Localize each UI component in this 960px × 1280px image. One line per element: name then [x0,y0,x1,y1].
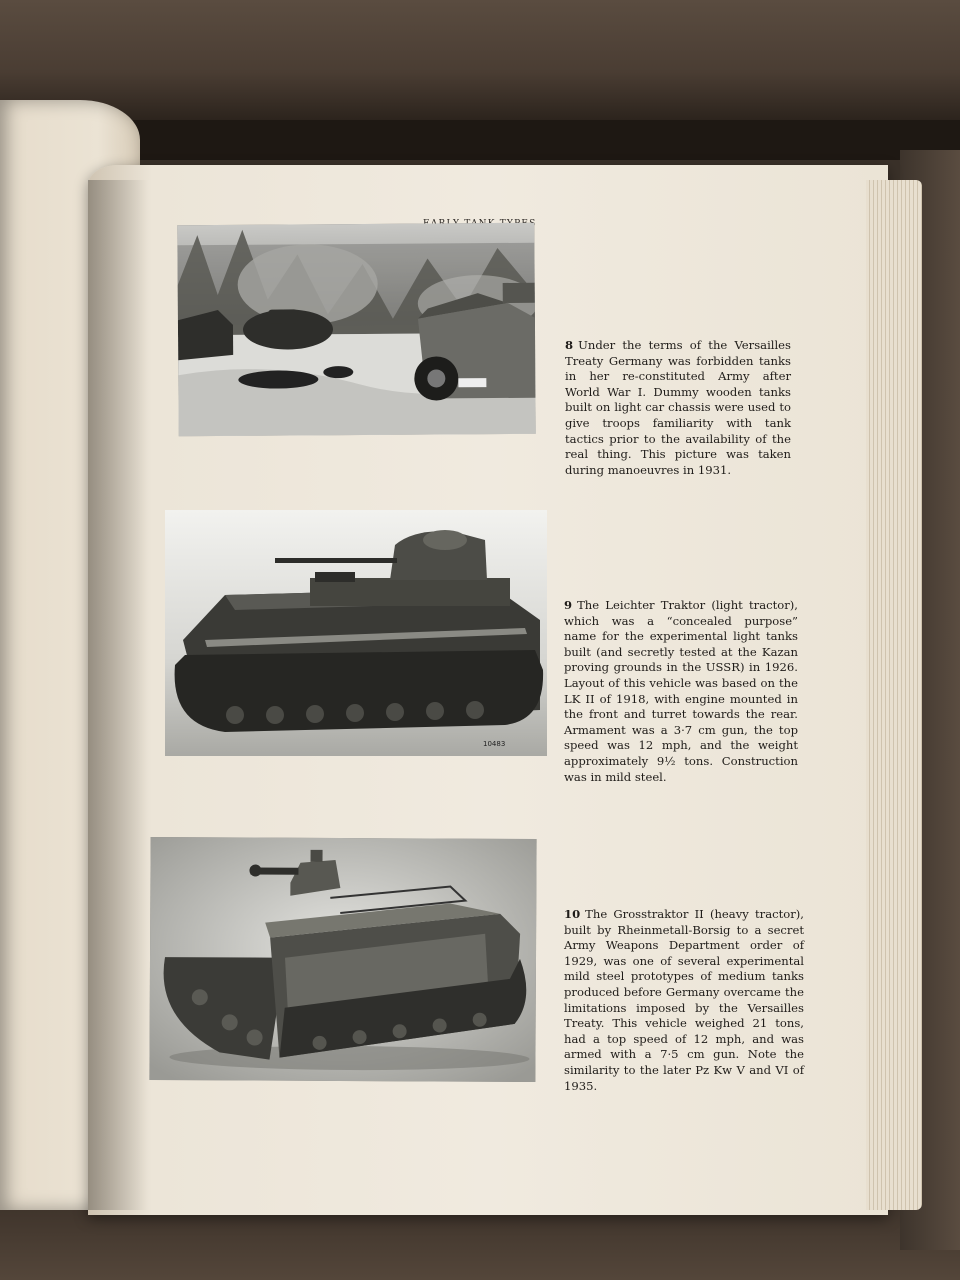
caption-figure-10 [564,907,804,1094]
caption-figure-9 [564,598,798,785]
book-gutter-shadow [88,180,148,1210]
figure-number: 10 [564,907,581,921]
wood-table-top [0,0,960,120]
photo-leichter-traktor [165,510,547,756]
caption-text: The Grosstraktor II (heavy tractor), built by Rheinmetall-Borsig to a secret Army Weapons Department order of 1929, was one of several experimental mild steel prototypes of medium tanks produced before Germany overcame the limitations imposed by the Versailles Treaty. This vehicle weighed 21 tons, had a top speed of 12 mph, and was armed with a 7·5 cm gun. Note the similarity to the later Pz Kw V and VI of 1935. [564,907,804,1093]
caption-text: Under the terms of the Versailles Treaty Germany was forbidden tanks in her re-constituted Army after World War I. Dummy wooden tanks built on light car chassis were used to give troops familiarity with tank tactics prior to the availability of the real thing. This picture was taken during manoeuvres in 1931. [565,338,791,477]
wood-table-gap [0,120,960,160]
caption-figure-8 [565,338,791,478]
photo-dummy-tanks [177,223,535,436]
figure-number: 8 [565,338,574,352]
figure-number: 9 [564,598,573,612]
caption-text: The Leichter Traktor (light tractor), which was a “concealed purpose” name for the experimental light tanks built (and secretly tested at the Kazan proving grounds in the USSR) in 1926. Layout of this vehicle was based on the LK II of 1918, with engine mounted in the front and turret towards the rear. Armament was a 3·7 cm gun, the top speed was 12 mph, and the weight approximately 9½ tons. Construction was in mild steel. [564,598,798,784]
photo-marking: 10483 [483,740,506,748]
photo-grosstraktor [149,837,536,1082]
page-edges [866,180,922,1210]
